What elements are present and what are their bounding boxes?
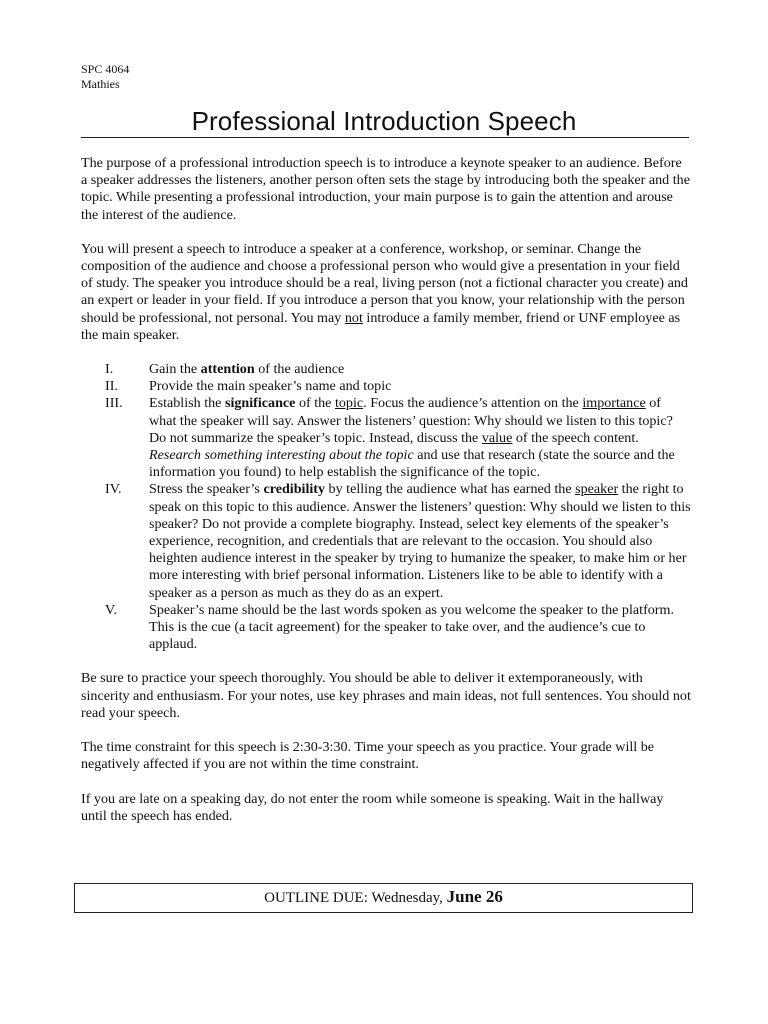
list-text <box>128 361 691 378</box>
document-body <box>81 155 691 842</box>
list-item-iii <box>81 395 691 481</box>
purpose-paragraph: The purpose of a professional introduction speech is to introduce a keynote speaker to an audience. Before a speaker addresses the listeners, another person often sets the stage by introducing both the speaker and the topic. While presenting a professional introduction, your main purpose is to gain the attention and arouse the interest of the audience. <box>81 155 690 223</box>
late-policy-paragraph: If you are late on a speaking day, do not enter the room while someone is speaking. Wait in the hallway until the speech has ended. <box>81 790 664 824</box>
instructor-name: Mathies <box>81 77 120 91</box>
text-segment: of the audience <box>254 361 345 378</box>
list-text <box>128 481 691 601</box>
speech-steps-list <box>81 361 691 653</box>
text-segment: Gain the <box>149 361 201 378</box>
list-number: IV. <box>105 481 122 498</box>
outline-due-box <box>74 883 693 913</box>
underlined-importance: importance <box>582 395 646 412</box>
list-text: Speaker’s name should be the last words spoken as you welcome the speaker to the platform. This is the cue (a tacit agreement) for the speaker to take over, and the audience’s cue to applaud. <box>149 601 674 653</box>
time-constraint-paragraph: The time constraint for this speech is 2:30-3:30. Time your speech as you practice. Your grade will be negatively affected if you are not within the time constraint. <box>81 739 655 773</box>
text-segment: Establish the <box>149 395 225 412</box>
assignment-text-a: You will present a speech to introduce a speaker at a conference, workshop, or seminar. Change the composition of the audience and choose a professional person who would give a presentation in your field of study. The speaker you introduce should be a real, living person (not a fictional character you create) and an expert or leader in your field. If you introduce a person that you know, your relationship with the person should be professional, not personal. You may <box>81 240 688 326</box>
practice-paragraph: Be sure to practice your speech thoroughly. You should be able to deliver it extemporaneously, with sincerity and enthusiasm. For your notes, use key phrases and main ideas, not full sentences. You should not read your speech. <box>81 670 691 721</box>
bold-term-significance: significance <box>224 395 296 412</box>
text-segment: by telling the audience what has earned the <box>325 481 576 498</box>
bold-term-attention: attention <box>200 361 255 378</box>
list-number: II. <box>105 378 118 395</box>
bold-term-credibility: credibility <box>263 481 326 498</box>
list-text: Provide the main speaker’s name and topic <box>149 378 392 395</box>
list-item-ii <box>81 378 691 395</box>
assignment-not-emphasis: not <box>344 309 363 326</box>
italic-research-note: Research something interesting about the topic <box>149 447 414 464</box>
text-segment: of what the speaker will say. Answer the listeners’ question: Why should we listen to this topic? Do not summarize the speaker’s topic. Instead, discuss the <box>149 395 673 446</box>
text-segment: the right to speak on this topic to this audience. Answer the listeners’ question: Why should we listen to this speaker? Do not provide a complete biography. Instead, select key elements of the speaker’s experience, recognition, and credentials that are relevant to the occasion. You should also heighten audience interest in the speaker by trying to humanize the speaker, to make him or her more interesting with brief personal information. Listeners like to be able to identify with a speaker as a person as much as they do as an expert. <box>149 481 691 601</box>
outline-due-label: OUTLINE DUE: Wednesday, <box>264 890 447 906</box>
text-segment: of the speech content. <box>512 429 639 446</box>
list-number: III. <box>105 395 123 412</box>
list-item-i <box>81 361 691 378</box>
list-text <box>128 395 691 481</box>
text-segment: Stress the speaker’s <box>149 481 264 498</box>
assignment-text-b: introduce a family member, friend or UNF employee as the main speaker. <box>81 309 681 343</box>
list-item-iv <box>81 481 691 601</box>
text-segment: . Focus the audience’s attention on the <box>363 395 583 412</box>
outline-due-date: June 26 <box>446 887 503 906</box>
underlined-topic: topic <box>334 395 364 412</box>
title-underline-rule <box>81 137 689 138</box>
underlined-value: value <box>481 429 513 446</box>
course-header <box>81 62 129 92</box>
assignment-paragraph <box>81 241 691 344</box>
list-number: V. <box>105 601 117 618</box>
list-number: I. <box>105 361 114 378</box>
page-title: Professional Introduction Speech <box>191 106 577 136</box>
underlined-speaker: speaker <box>575 481 619 498</box>
list-item-v <box>81 602 691 654</box>
course-code: SPC 4064 <box>81 62 130 76</box>
text-segment: of the <box>295 395 335 412</box>
text-segment: and use that research (state the source and the information you found) to help establish the significance of the topic. <box>149 447 675 481</box>
